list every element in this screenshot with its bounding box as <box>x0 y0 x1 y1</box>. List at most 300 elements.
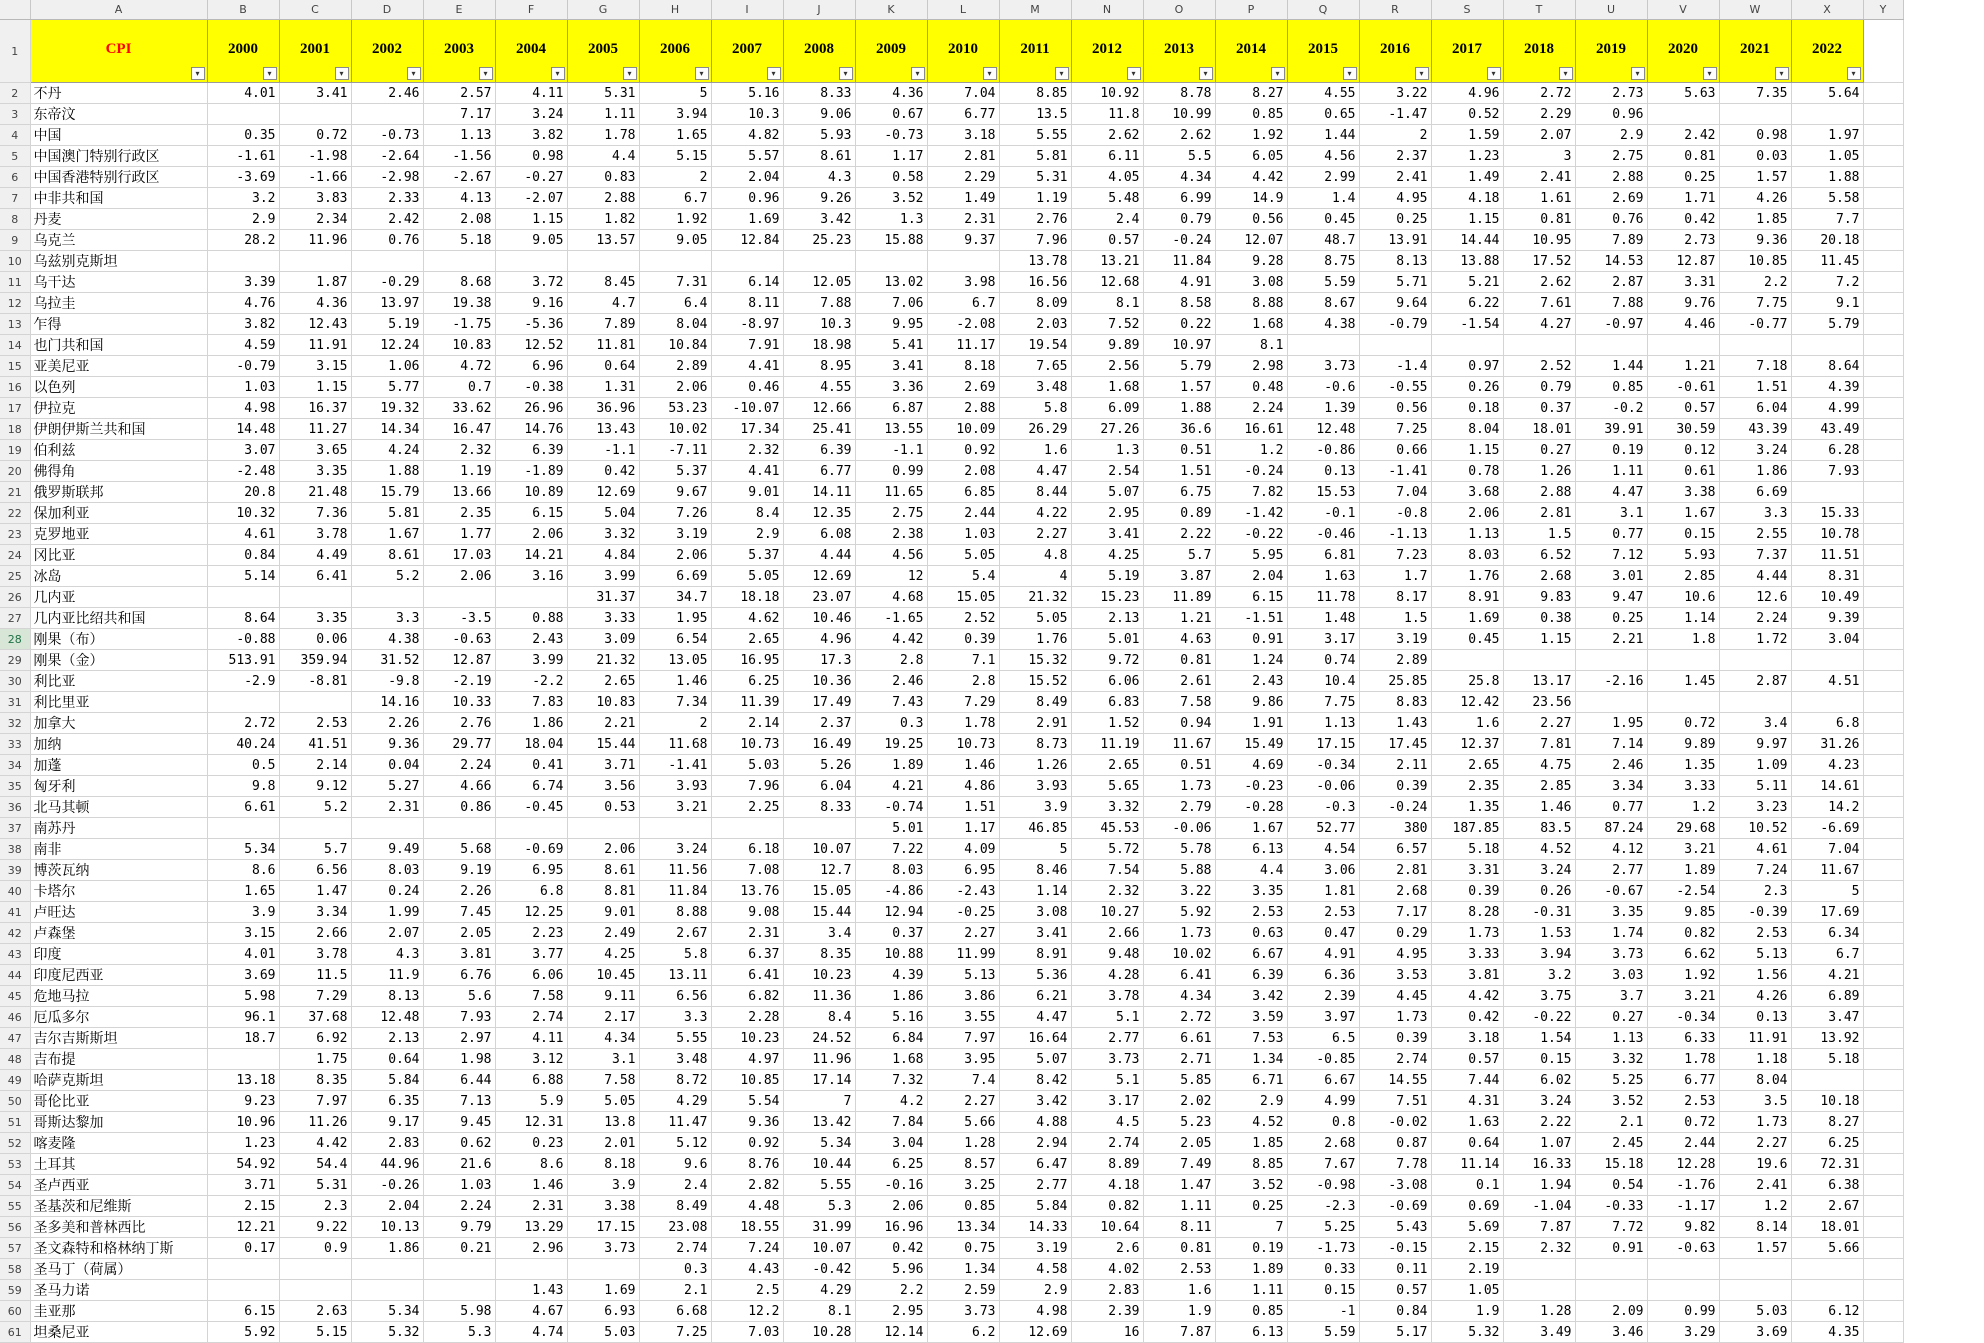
header-cell-year[interactable] <box>999 20 1071 83</box>
cpi-value-cell[interactable]: -1.1 <box>855 440 927 461</box>
cpi-value-cell[interactable]: 359.94 <box>279 650 351 671</box>
cpi-value-cell[interactable]: 5.78 <box>1143 839 1215 860</box>
cpi-value-cell[interactable] <box>567 818 639 839</box>
cpi-value-cell[interactable]: 17.3 <box>783 650 855 671</box>
cpi-value-cell[interactable]: 1.67 <box>351 524 423 545</box>
cpi-value-cell[interactable]: 2.34 <box>279 209 351 230</box>
cpi-value-cell[interactable]: 2.67 <box>639 923 711 944</box>
cpi-value-cell[interactable]: 16 <box>1071 1322 1143 1343</box>
cpi-value-cell[interactable]: 8.14 <box>1719 1217 1791 1238</box>
cpi-value-cell[interactable]: 1.43 <box>1359 713 1431 734</box>
cpi-value-cell[interactable]: 5.54 <box>711 1091 783 1112</box>
cpi-value-cell[interactable]: 17.49 <box>783 692 855 713</box>
cpi-value-cell[interactable]: 2.31 <box>495 1196 567 1217</box>
cpi-value-cell[interactable]: 5.95 <box>1215 545 1287 566</box>
cpi-value-cell[interactable]: -2.48 <box>207 461 279 482</box>
cpi-value-cell[interactable]: 25.23 <box>783 230 855 251</box>
cpi-value-cell[interactable]: 4.39 <box>855 965 927 986</box>
cpi-value-cell[interactable]: 8.57 <box>927 1154 999 1175</box>
cpi-value-cell[interactable]: 5.07 <box>999 1049 1071 1070</box>
cpi-value-cell[interactable]: 1.88 <box>1143 398 1215 419</box>
cpi-value-cell[interactable]: -0.69 <box>495 839 567 860</box>
cpi-value-cell[interactable]: 9.95 <box>855 314 927 335</box>
column-header-k[interactable]: K <box>855 0 927 20</box>
cpi-value-cell[interactable]: 4.43 <box>711 1259 783 1280</box>
cpi-value-cell[interactable]: 13.66 <box>423 482 495 503</box>
cpi-value-cell[interactable] <box>207 251 279 272</box>
cpi-value-cell[interactable]: 2.69 <box>1575 188 1647 209</box>
column-header-x[interactable]: X <box>1791 0 1863 20</box>
cpi-value-cell[interactable]: 8.81 <box>567 881 639 902</box>
cpi-value-cell[interactable]: 4.39 <box>1791 377 1863 398</box>
cpi-value-cell[interactable]: 2.09 <box>1575 1301 1647 1322</box>
row-number[interactable]: 55 <box>0 1196 30 1217</box>
cpi-value-cell[interactable]: 2.83 <box>351 1133 423 1154</box>
cpi-value-cell[interactable]: 3.77 <box>495 944 567 965</box>
cpi-value-cell[interactable]: 9.76 <box>1647 293 1719 314</box>
cpi-value-cell[interactable]: 6.69 <box>1719 482 1791 503</box>
cpi-value-cell[interactable]: 6.08 <box>783 524 855 545</box>
cpi-value-cell[interactable]: 7.29 <box>279 986 351 1007</box>
cpi-value-cell[interactable]: 19.6 <box>1719 1154 1791 1175</box>
cpi-value-cell[interactable]: 7.54 <box>1071 860 1143 881</box>
cpi-value-cell[interactable]: 5.37 <box>639 461 711 482</box>
filter-dropdown-icon[interactable]: ▾ <box>1127 67 1141 80</box>
row-number[interactable]: 39 <box>0 860 30 881</box>
country-cell[interactable]: 加蓬 <box>30 755 207 776</box>
cpi-value-cell[interactable]: 7.87 <box>1503 1217 1575 1238</box>
cpi-value-cell[interactable]: 1.86 <box>495 713 567 734</box>
cpi-value-cell[interactable]: 0.64 <box>351 1049 423 1070</box>
cpi-value-cell[interactable]: 12.21 <box>207 1217 279 1238</box>
cpi-value-cell[interactable]: 9.6 <box>639 1154 711 1175</box>
cpi-value-cell[interactable]: 8.46 <box>999 860 1071 881</box>
cpi-value-cell[interactable]: 5.31 <box>999 167 1071 188</box>
cpi-value-cell[interactable]: 1.86 <box>855 986 927 1007</box>
cpi-value-cell[interactable]: 5.25 <box>1287 1217 1359 1238</box>
cpi-value-cell[interactable]: -2.3 <box>1287 1196 1359 1217</box>
cpi-value-cell[interactable]: 15.23 <box>1071 587 1143 608</box>
cpi-value-cell[interactable] <box>639 251 711 272</box>
cpi-value-cell[interactable]: 13.17 <box>1503 671 1575 692</box>
cpi-value-cell[interactable]: 5.1 <box>1071 1070 1143 1091</box>
cpi-value-cell[interactable]: -0.34 <box>1287 755 1359 776</box>
cpi-value-cell[interactable]: 3.09 <box>567 629 639 650</box>
cpi-value-cell[interactable]: 4.28 <box>1071 965 1143 986</box>
cpi-value-cell[interactable]: 15.05 <box>927 587 999 608</box>
cpi-value-cell[interactable]: 11.26 <box>279 1112 351 1133</box>
cpi-value-cell[interactable]: 380 <box>1359 818 1431 839</box>
cpi-value-cell[interactable]: 7.96 <box>999 230 1071 251</box>
cpi-value-cell[interactable]: 12.69 <box>999 1322 1071 1343</box>
cpi-value-cell[interactable]: 8.18 <box>927 356 999 377</box>
cell[interactable] <box>1863 839 1903 860</box>
cpi-value-cell[interactable]: 6.15 <box>495 503 567 524</box>
cpi-value-cell[interactable]: 7.03 <box>711 1322 783 1343</box>
cpi-value-cell[interactable]: 1.88 <box>1791 167 1863 188</box>
cpi-value-cell[interactable] <box>1791 482 1863 503</box>
cpi-value-cell[interactable]: 17.34 <box>711 419 783 440</box>
cpi-value-cell[interactable]: 2.28 <box>711 1007 783 1028</box>
cpi-value-cell[interactable]: 4.55 <box>783 377 855 398</box>
cpi-value-cell[interactable]: 2.9 <box>1575 125 1647 146</box>
cpi-value-cell[interactable]: 8.88 <box>639 902 711 923</box>
cpi-value-cell[interactable]: 3.33 <box>1647 776 1719 797</box>
cpi-value-cell[interactable] <box>351 1259 423 1280</box>
cpi-value-cell[interactable]: 2.41 <box>1359 167 1431 188</box>
cpi-value-cell[interactable]: 7.91 <box>711 335 783 356</box>
cpi-value-cell[interactable]: 6.35 <box>351 1091 423 1112</box>
row-number[interactable]: 45 <box>0 986 30 1007</box>
cpi-value-cell[interactable]: 9.67 <box>639 482 711 503</box>
cpi-value-cell[interactable]: 7.04 <box>1791 839 1863 860</box>
cpi-value-cell[interactable] <box>207 1259 279 1280</box>
cpi-value-cell[interactable]: 9.72 <box>1071 650 1143 671</box>
cpi-value-cell[interactable]: 1.46 <box>927 755 999 776</box>
cpi-value-cell[interactable]: 1.77 <box>423 524 495 545</box>
cpi-value-cell[interactable]: 2.74 <box>1071 1133 1143 1154</box>
cell[interactable] <box>1863 1049 1903 1070</box>
row-number[interactable]: 36 <box>0 797 30 818</box>
header-cell-year[interactable] <box>567 20 639 83</box>
column-header-j[interactable]: J <box>783 0 855 20</box>
cpi-value-cell[interactable]: 0.06 <box>279 629 351 650</box>
cpi-value-cell[interactable]: 8.6 <box>207 860 279 881</box>
cpi-value-cell[interactable]: 10.13 <box>351 1217 423 1238</box>
cpi-value-cell[interactable]: 7.72 <box>1575 1217 1647 1238</box>
cpi-value-cell[interactable]: -1.51 <box>1215 608 1287 629</box>
cpi-value-cell[interactable]: 5.15 <box>639 146 711 167</box>
cpi-value-cell[interactable]: 13.21 <box>1071 251 1143 272</box>
country-cell[interactable]: 丹麦 <box>30 209 207 230</box>
cpi-value-cell[interactable]: 2.8 <box>927 671 999 692</box>
cpi-value-cell[interactable]: 2.89 <box>639 356 711 377</box>
country-cell[interactable]: 不丹 <box>30 83 207 104</box>
cpi-value-cell[interactable]: 13.29 <box>495 1217 567 1238</box>
cpi-value-cell[interactable]: 3.71 <box>567 755 639 776</box>
cpi-value-cell[interactable]: 3.15 <box>207 923 279 944</box>
cpi-value-cell[interactable]: 3.18 <box>927 125 999 146</box>
cpi-value-cell[interactable]: 18.55 <box>711 1217 783 1238</box>
cpi-value-cell[interactable]: 1.23 <box>1431 146 1503 167</box>
cpi-value-cell[interactable]: 9.05 <box>495 230 567 251</box>
cpi-value-cell[interactable]: 1.15 <box>1503 629 1575 650</box>
cpi-value-cell[interactable]: 10.3 <box>783 314 855 335</box>
cpi-value-cell[interactable]: -10.07 <box>711 398 783 419</box>
cpi-value-cell[interactable]: 0.57 <box>1071 230 1143 251</box>
cpi-value-cell[interactable]: 28.2 <box>207 230 279 251</box>
cpi-value-cell[interactable]: 1.76 <box>1431 566 1503 587</box>
cpi-value-cell[interactable]: 2.55 <box>1719 524 1791 545</box>
cpi-value-cell[interactable]: -1.98 <box>279 146 351 167</box>
cpi-value-cell[interactable]: 0.15 <box>1647 524 1719 545</box>
cpi-value-cell[interactable]: 12.14 <box>855 1322 927 1343</box>
cpi-value-cell[interactable]: 2.53 <box>1143 1259 1215 1280</box>
row-number[interactable]: 34 <box>0 755 30 776</box>
cpi-value-cell[interactable]: 3.52 <box>1215 1175 1287 1196</box>
cpi-value-cell[interactable]: 12.69 <box>783 566 855 587</box>
cell[interactable] <box>1863 125 1903 146</box>
cpi-value-cell[interactable]: 11.99 <box>927 944 999 965</box>
cpi-value-cell[interactable]: 8.58 <box>1143 293 1215 314</box>
cpi-value-cell[interactable] <box>495 818 567 839</box>
cpi-value-cell[interactable]: 3.93 <box>999 776 1071 797</box>
cpi-value-cell[interactable]: 1.68 <box>1071 377 1143 398</box>
cpi-value-cell[interactable] <box>207 104 279 125</box>
cpi-value-cell[interactable]: 7.31 <box>639 272 711 293</box>
cpi-value-cell[interactable]: 0.26 <box>1503 881 1575 902</box>
cpi-value-cell[interactable]: 31.52 <box>351 650 423 671</box>
cpi-value-cell[interactable]: 10.44 <box>783 1154 855 1175</box>
cpi-value-cell[interactable]: 5.7 <box>279 839 351 860</box>
cpi-value-cell[interactable]: -9.8 <box>351 671 423 692</box>
cpi-value-cell[interactable]: 0.84 <box>207 545 279 566</box>
cpi-value-cell[interactable]: 3.08 <box>999 902 1071 923</box>
cpi-value-cell[interactable]: 9.39 <box>1791 608 1863 629</box>
cpi-value-cell[interactable]: 2.23 <box>495 923 567 944</box>
cpi-value-cell[interactable]: 1.4 <box>1287 188 1359 209</box>
cpi-value-cell[interactable]: 4.4 <box>567 146 639 167</box>
cpi-value-cell[interactable]: 6.41 <box>279 566 351 587</box>
country-cell[interactable]: 哥伦比亚 <box>30 1091 207 1112</box>
cpi-value-cell[interactable]: 3.12 <box>495 1049 567 1070</box>
cpi-value-cell[interactable]: 1.72 <box>1719 629 1791 650</box>
cpi-value-cell[interactable]: 2.9 <box>1215 1091 1287 1112</box>
cpi-value-cell[interactable]: 18.01 <box>1503 419 1575 440</box>
cpi-value-cell[interactable]: 1.86 <box>351 1238 423 1259</box>
row-number[interactable]: 22 <box>0 503 30 524</box>
cpi-value-cell[interactable]: 7.4 <box>927 1070 999 1091</box>
header-cell-year[interactable] <box>1431 20 1503 83</box>
cpi-value-cell[interactable]: 1.73 <box>1359 1007 1431 1028</box>
cpi-value-cell[interactable]: 10.92 <box>1071 83 1143 104</box>
header-cell-year[interactable] <box>495 20 567 83</box>
cpi-value-cell[interactable]: 3.52 <box>1575 1091 1647 1112</box>
cpi-value-cell[interactable]: 3.99 <box>567 566 639 587</box>
country-cell[interactable]: 利比亚 <box>30 671 207 692</box>
cpi-value-cell[interactable]: 2.24 <box>1719 608 1791 629</box>
cpi-value-cell[interactable]: 1.52 <box>1071 713 1143 734</box>
cpi-value-cell[interactable]: 0.7 <box>423 377 495 398</box>
column-header-i[interactable]: I <box>711 0 783 20</box>
row-number[interactable]: 12 <box>0 293 30 314</box>
cpi-value-cell[interactable]: 3.22 <box>1143 881 1215 902</box>
cpi-value-cell[interactable]: 1.44 <box>1287 125 1359 146</box>
cpi-value-cell[interactable]: 2.77 <box>1071 1028 1143 1049</box>
cpi-value-cell[interactable]: 5.81 <box>999 146 1071 167</box>
cpi-value-cell[interactable]: 8.27 <box>1791 1112 1863 1133</box>
cpi-value-cell[interactable]: 4.61 <box>207 524 279 545</box>
cpi-value-cell[interactable]: 15.49 <box>1215 734 1287 755</box>
cpi-value-cell[interactable]: 12.68 <box>1071 272 1143 293</box>
cpi-value-cell[interactable]: 7.53 <box>1215 1028 1287 1049</box>
cpi-value-cell[interactable]: 6.05 <box>1215 146 1287 167</box>
cpi-value-cell[interactable]: 3.7 <box>1575 986 1647 1007</box>
country-cell[interactable]: 冈比亚 <box>30 545 207 566</box>
cell[interactable] <box>1863 524 1903 545</box>
cpi-value-cell[interactable]: 1.3 <box>855 209 927 230</box>
cpi-value-cell[interactable]: 8.75 <box>1287 251 1359 272</box>
cpi-value-cell[interactable]: 10.27 <box>1071 902 1143 923</box>
cpi-value-cell[interactable]: 1.89 <box>855 755 927 776</box>
cpi-value-cell[interactable]: 1.11 <box>1215 1280 1287 1301</box>
cpi-value-cell[interactable]: 0.38 <box>1503 608 1575 629</box>
cpi-value-cell[interactable]: 7.06 <box>855 293 927 314</box>
row-number[interactable]: 8 <box>0 209 30 230</box>
country-cell[interactable]: 圣文森特和格林纳丁斯 <box>30 1238 207 1259</box>
cpi-value-cell[interactable]: 4.36 <box>855 83 927 104</box>
cpi-value-cell[interactable]: 0.29 <box>1359 923 1431 944</box>
cpi-value-cell[interactable]: 7.97 <box>279 1091 351 1112</box>
row-number[interactable]: 43 <box>0 944 30 965</box>
cpi-value-cell[interactable]: 0.94 <box>1143 713 1215 734</box>
cpi-value-cell[interactable]: -1.17 <box>1647 1196 1719 1217</box>
cpi-value-cell[interactable]: 5.6 <box>423 986 495 1007</box>
cpi-value-cell[interactable]: 6.06 <box>1071 671 1143 692</box>
cpi-value-cell[interactable]: 0.72 <box>1647 713 1719 734</box>
cpi-value-cell[interactable]: 0.46 <box>711 377 783 398</box>
country-cell[interactable]: 刚果（布） <box>30 629 207 650</box>
cpi-value-cell[interactable]: 7.93 <box>423 1007 495 1028</box>
cpi-value-cell[interactable]: 2.53 <box>1215 902 1287 923</box>
cpi-value-cell[interactable]: 0.24 <box>351 881 423 902</box>
header-cell-year[interactable] <box>1719 20 1791 83</box>
cpi-value-cell[interactable]: 6.39 <box>1215 965 1287 986</box>
cpi-value-cell[interactable]: 4.05 <box>1071 167 1143 188</box>
row-number[interactable]: 3 <box>0 104 30 125</box>
cpi-value-cell[interactable]: 5.01 <box>855 818 927 839</box>
row-number[interactable]: 46 <box>0 1007 30 1028</box>
cpi-value-cell[interactable]: 10.73 <box>927 734 999 755</box>
cpi-value-cell[interactable]: 14.33 <box>999 1217 1071 1238</box>
cpi-value-cell[interactable]: 2.3 <box>1719 881 1791 902</box>
filter-dropdown-icon[interactable]: ▾ <box>1343 67 1357 80</box>
cpi-value-cell[interactable]: 10.73 <box>711 734 783 755</box>
cpi-value-cell[interactable]: 1.73 <box>1719 1112 1791 1133</box>
cell[interactable] <box>1863 650 1903 671</box>
cpi-value-cell[interactable]: 3.68 <box>1431 482 1503 503</box>
cpi-value-cell[interactable]: 3.04 <box>855 1133 927 1154</box>
cpi-value-cell[interactable]: 14.53 <box>1575 251 1647 272</box>
cpi-value-cell[interactable] <box>1647 1280 1719 1301</box>
cpi-value-cell[interactable]: 9.17 <box>351 1112 423 1133</box>
cpi-value-cell[interactable]: 8.95 <box>783 356 855 377</box>
cpi-value-cell[interactable]: 2.53 <box>1719 923 1791 944</box>
cpi-value-cell[interactable]: 6.18 <box>711 839 783 860</box>
cpi-value-cell[interactable]: 1.85 <box>1215 1133 1287 1154</box>
cpi-value-cell[interactable]: 5.26 <box>783 755 855 776</box>
cpi-value-cell[interactable] <box>1647 692 1719 713</box>
cpi-value-cell[interactable]: 11.84 <box>1143 251 1215 272</box>
cpi-value-cell[interactable]: 0.47 <box>1287 923 1359 944</box>
cpi-value-cell[interactable]: 2.26 <box>423 881 495 902</box>
cpi-value-cell[interactable] <box>567 1259 639 1280</box>
cpi-value-cell[interactable]: 8.13 <box>1359 251 1431 272</box>
cpi-value-cell[interactable]: 15.05 <box>783 881 855 902</box>
cpi-value-cell[interactable]: 4.29 <box>783 1280 855 1301</box>
cpi-value-cell[interactable]: 7.93 <box>1791 461 1863 482</box>
cpi-value-cell[interactable]: 1.74 <box>1575 923 1647 944</box>
cpi-value-cell[interactable]: 6.87 <box>855 398 927 419</box>
cpi-value-cell[interactable]: 3.38 <box>1647 482 1719 503</box>
cpi-value-cell[interactable]: 12.24 <box>351 335 423 356</box>
cpi-value-cell[interactable]: 10.02 <box>639 419 711 440</box>
cpi-value-cell[interactable]: 4.62 <box>711 608 783 629</box>
cpi-value-cell[interactable]: 4.42 <box>1215 167 1287 188</box>
cpi-value-cell[interactable]: 8.35 <box>279 1070 351 1091</box>
cpi-value-cell[interactable]: 43.49 <box>1791 419 1863 440</box>
cpi-value-cell[interactable] <box>207 1280 279 1301</box>
cpi-value-cell[interactable]: 0.63 <box>1215 923 1287 944</box>
cpi-value-cell[interactable]: 11.9 <box>351 965 423 986</box>
cpi-value-cell[interactable]: 3.73 <box>1071 1049 1143 1070</box>
cpi-value-cell[interactable]: 0.57 <box>1359 1280 1431 1301</box>
cpi-value-cell[interactable]: 8.49 <box>639 1196 711 1217</box>
cpi-value-cell[interactable]: -0.39 <box>1719 902 1791 923</box>
cpi-value-cell[interactable]: 2.41 <box>1503 167 1575 188</box>
cpi-value-cell[interactable] <box>855 251 927 272</box>
cpi-value-cell[interactable]: 19.54 <box>999 335 1071 356</box>
cpi-value-cell[interactable]: 0.64 <box>567 356 639 377</box>
cpi-value-cell[interactable]: 9.36 <box>351 734 423 755</box>
cpi-value-cell[interactable]: -2.16 <box>1575 671 1647 692</box>
cpi-value-cell[interactable]: 10.23 <box>783 965 855 986</box>
cpi-value-cell[interactable]: 0.52 <box>1431 104 1503 125</box>
cpi-value-cell[interactable]: 0.22 <box>1143 314 1215 335</box>
cpi-value-cell[interactable]: 0.42 <box>1647 209 1719 230</box>
country-cell[interactable]: 坦桑尼亚 <box>30 1322 207 1343</box>
row-number[interactable]: 30 <box>0 671 30 692</box>
cpi-value-cell[interactable]: 3.99 <box>495 650 567 671</box>
cpi-value-cell[interactable]: 11.47 <box>639 1112 711 1133</box>
cpi-value-cell[interactable]: -0.16 <box>855 1175 927 1196</box>
cpi-value-cell[interactable] <box>279 818 351 839</box>
cpi-value-cell[interactable]: 2.5 <box>711 1280 783 1301</box>
country-cell[interactable]: 卢旺达 <box>30 902 207 923</box>
cpi-value-cell[interactable]: 26.96 <box>495 398 567 419</box>
cpi-value-cell[interactable]: 1.13 <box>423 125 495 146</box>
cpi-value-cell[interactable]: 3.87 <box>1143 566 1215 587</box>
country-cell[interactable]: 圣基茨和尼维斯 <box>30 1196 207 1217</box>
cpi-value-cell[interactable]: 8.31 <box>1791 566 1863 587</box>
cpi-value-cell[interactable]: 2.27 <box>1719 1133 1791 1154</box>
cpi-value-cell[interactable]: 11.27 <box>279 419 351 440</box>
cpi-value-cell[interactable]: 2.54 <box>1071 461 1143 482</box>
country-cell[interactable]: 中非共和国 <box>30 188 207 209</box>
cell[interactable] <box>1863 272 1903 293</box>
cpi-value-cell[interactable]: 8.03 <box>1431 545 1503 566</box>
cpi-value-cell[interactable]: 7.34 <box>639 692 711 713</box>
cpi-value-cell[interactable]: 3.16 <box>495 566 567 587</box>
cpi-value-cell[interactable]: -1.54 <box>1431 314 1503 335</box>
cpi-value-cell[interactable]: -0.06 <box>1143 818 1215 839</box>
cpi-value-cell[interactable]: 9.47 <box>1575 587 1647 608</box>
cpi-value-cell[interactable]: 11.8 <box>1071 104 1143 125</box>
cpi-value-cell[interactable] <box>1791 692 1863 713</box>
cpi-value-cell[interactable]: 1.51 <box>927 797 999 818</box>
cpi-value-cell[interactable]: 2.04 <box>711 167 783 188</box>
cpi-value-cell[interactable]: 3.46 <box>1575 1322 1647 1343</box>
cpi-value-cell[interactable]: 7.51 <box>1359 1091 1431 1112</box>
cpi-value-cell[interactable]: 3.3 <box>639 1007 711 1028</box>
cpi-value-cell[interactable]: 1.3 <box>1071 440 1143 461</box>
cpi-value-cell[interactable]: 7.18 <box>1719 356 1791 377</box>
cpi-value-cell[interactable] <box>279 1280 351 1301</box>
cpi-value-cell[interactable]: -0.27 <box>495 167 567 188</box>
cpi-value-cell[interactable]: 9.36 <box>1719 230 1791 251</box>
cpi-value-cell[interactable]: 4.66 <box>423 776 495 797</box>
cpi-value-cell[interactable]: 2.05 <box>423 923 495 944</box>
